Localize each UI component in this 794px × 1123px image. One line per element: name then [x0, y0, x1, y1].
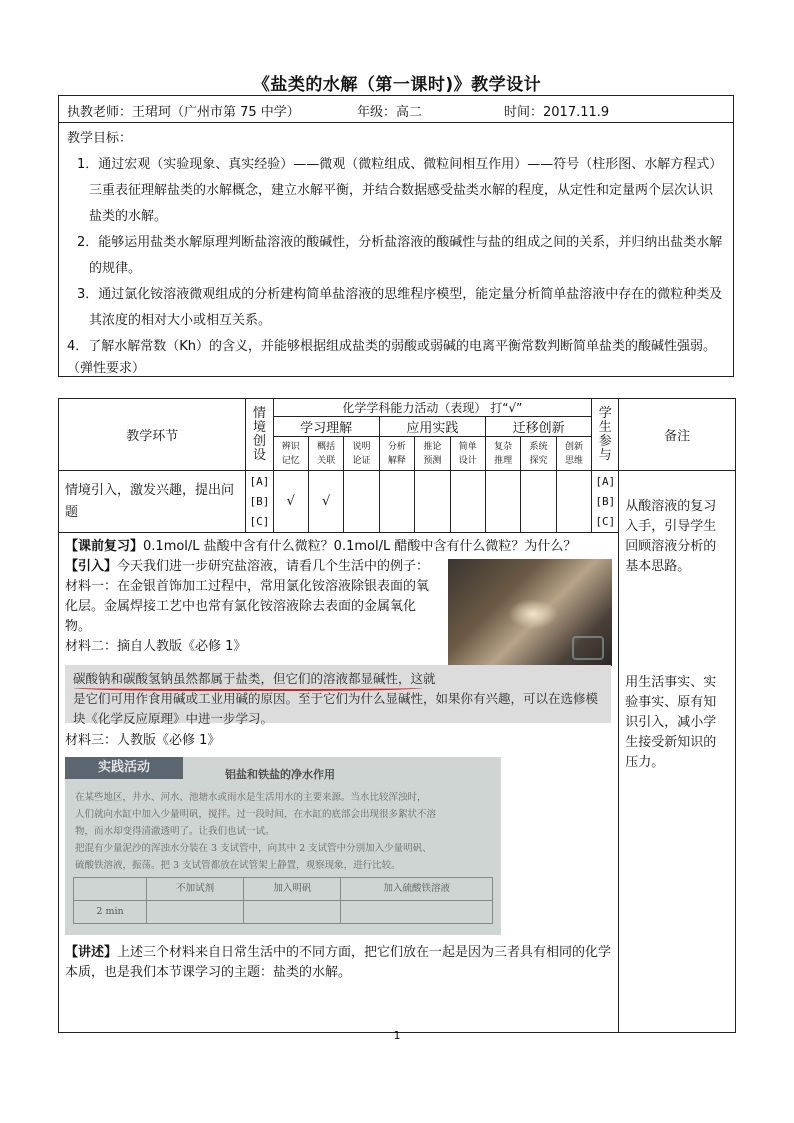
- objectives: [59, 123, 733, 383]
- material-3: 材料三：人教版《必修 1》: [65, 733, 221, 748]
- time-info: 时间：2017.11.9: [504, 105, 610, 120]
- col-activity-header: 化学学科能力活动（表现） 打“√”: [273, 399, 592, 417]
- stage-cell: 情境引入，激发兴趣，提出问题: [59, 471, 246, 533]
- subcol-header: 简单设计: [450, 437, 485, 471]
- subcol-header: 创新思维: [556, 437, 591, 471]
- note-intro: 用生活事实、实验事实、原有知识引入，减小学生接受新知识的压力。: [625, 675, 717, 770]
- intro-text: 今天我们进一步研究盐溶液，请看几个生活中的例子：: [117, 559, 430, 574]
- group-transfer: 迁移创新: [485, 417, 591, 437]
- note-review: 从酸溶液的复习入手，引导学生回顾溶液分析的基本思路。: [625, 499, 717, 574]
- participation-brackets: [A] [B] [C]: [592, 471, 619, 533]
- subcol-header: 复杂推理: [485, 437, 520, 471]
- practice-table: 不加试剂 加入明矾 加入硫酸铁溶液 2 min: [73, 877, 493, 924]
- objective-item: 1．通过宏观（实验现象、真实经验）——微观（微粒组成、微粒间相互作用）——符号（柱形图、水解方程式）三重表征理解盐类的水解概念，建立水解平衡，并结合数据感受盐类水解的程度，从定性和定量两个层次认识盐类的水解。: [77, 157, 723, 224]
- objective-item: 3．通过氯化铵溶液微观组成的分析建构简单盐溶液的思维程序模型，能定量分析简单盐溶液中存在的微粒种类及其浓度的相对大小或相互关系。: [77, 287, 723, 328]
- watermark-logo-icon: [572, 636, 604, 660]
- info-box: [58, 95, 734, 377]
- content-cell: [59, 533, 619, 1033]
- subcol-header: 辨识记忆: [273, 437, 308, 471]
- objective-item: 4．了解水解常数（Kh）的含义，并能够根据组成盐类的弱酸或弱碱的电离平衡常数判断简单盐类的酸碱性强弱。（弹性要求）: [67, 339, 717, 376]
- practice-title: 铝盐和铁盐的净水作用: [225, 768, 335, 781]
- col-participation-header: 学生参与: [592, 399, 619, 471]
- col-situation-header: 情境创设: [246, 399, 273, 471]
- situation-brackets: [A] [B] [C]: [246, 471, 273, 533]
- col-stage-header: 教学环节: [59, 399, 246, 471]
- textbook-scan-1: 碳酸钠和碳酸氢钠虽然都属于盐类，但它们的溶液都显碱性，这就是它们可用作食用碱或工业用碱的原因。至于它们为什么显碱性，如果你有兴趣，可以在选修模块《化学反应原理》中进一步学习。: [65, 665, 611, 723]
- red-underline: [73, 683, 423, 691]
- review-tag: 【课前复习】: [65, 539, 144, 554]
- document-title: 《盐类的水解（第一课时)》教学设计: [252, 75, 542, 95]
- subcol-header: 说明论证: [344, 437, 379, 471]
- check-mark: √: [308, 471, 343, 533]
- jewelry-photo: [448, 559, 612, 666]
- group-learning: 学习理解: [273, 417, 379, 437]
- lecture-tag: 【讲述】: [65, 945, 118, 960]
- subcol-header: 推论预测: [415, 437, 450, 471]
- lecture-text: 上述三个材料来自日常生活中的不同方面，把它们放在一起是因为三者具有相同的化学本质，也是我们本节课学习的主题：盐类的水解。: [65, 945, 612, 980]
- subcol-header: 分析解释: [379, 437, 414, 471]
- lesson-table: [58, 398, 736, 1033]
- textbook-scan-2: [65, 757, 501, 935]
- page-number: 1: [393, 1029, 401, 1042]
- practice-tag: 实践活动: [65, 757, 183, 779]
- notes-cell: [619, 471, 736, 1033]
- teacher-info: 执教老师：王珺珂（广州市第 75 中学）: [67, 105, 300, 120]
- subcol-header: 概括关联: [308, 437, 343, 471]
- header-row: [59, 96, 733, 123]
- grade-info: 年级：高二: [357, 105, 423, 120]
- objectives-heading: 教学目标：: [67, 131, 133, 146]
- subcol-header: 系统探究: [521, 437, 556, 471]
- col-note-header: 备注: [619, 399, 736, 471]
- intro-tag: 【引入】: [65, 559, 118, 574]
- practice-text: 在某些地区，井水、河水、池塘水或雨水是生活用水的主要来源。当水比较浑浊时， 人们就向水缸中加入少量明矾，搅拌。过一段时间，在水缸的底部会出现很多絮状不溶 物，而水却变得清澈透明了。让我们也试一试。 把混有少量泥沙的浑浊水分装在 3 支试管中，向其中 2 支试管中分别加入少量明矾、 硫酸铁溶液，振荡。把 3 支试管都放在试管架上静置，观察现象，进行比较。: [75, 792, 437, 871]
- material-1: 材料一：在金银首饰加工过程中，常用氯化铵溶液除银表面的氧化层。金属焊接工艺中也常有氯化铵溶液除去表面的金属氧化物。: [65, 579, 430, 634]
- check-mark: √: [273, 471, 308, 533]
- material-2: 材料二：摘自人教版《必修 1》: [65, 639, 247, 654]
- review-text: 0.1mol/L 盐酸中含有什么微粒？0.1mol/L 醋酸中含有什么微粒？为什么？: [143, 539, 577, 554]
- objective-item: 2．能够运用盐类水解原理判断盐溶液的酸碱性，分析盐溶液的酸碱性与盐的组成之间的关系，并归纳出盐类水解的规律。: [77, 235, 723, 276]
- group-application: 应用实践: [379, 417, 485, 437]
